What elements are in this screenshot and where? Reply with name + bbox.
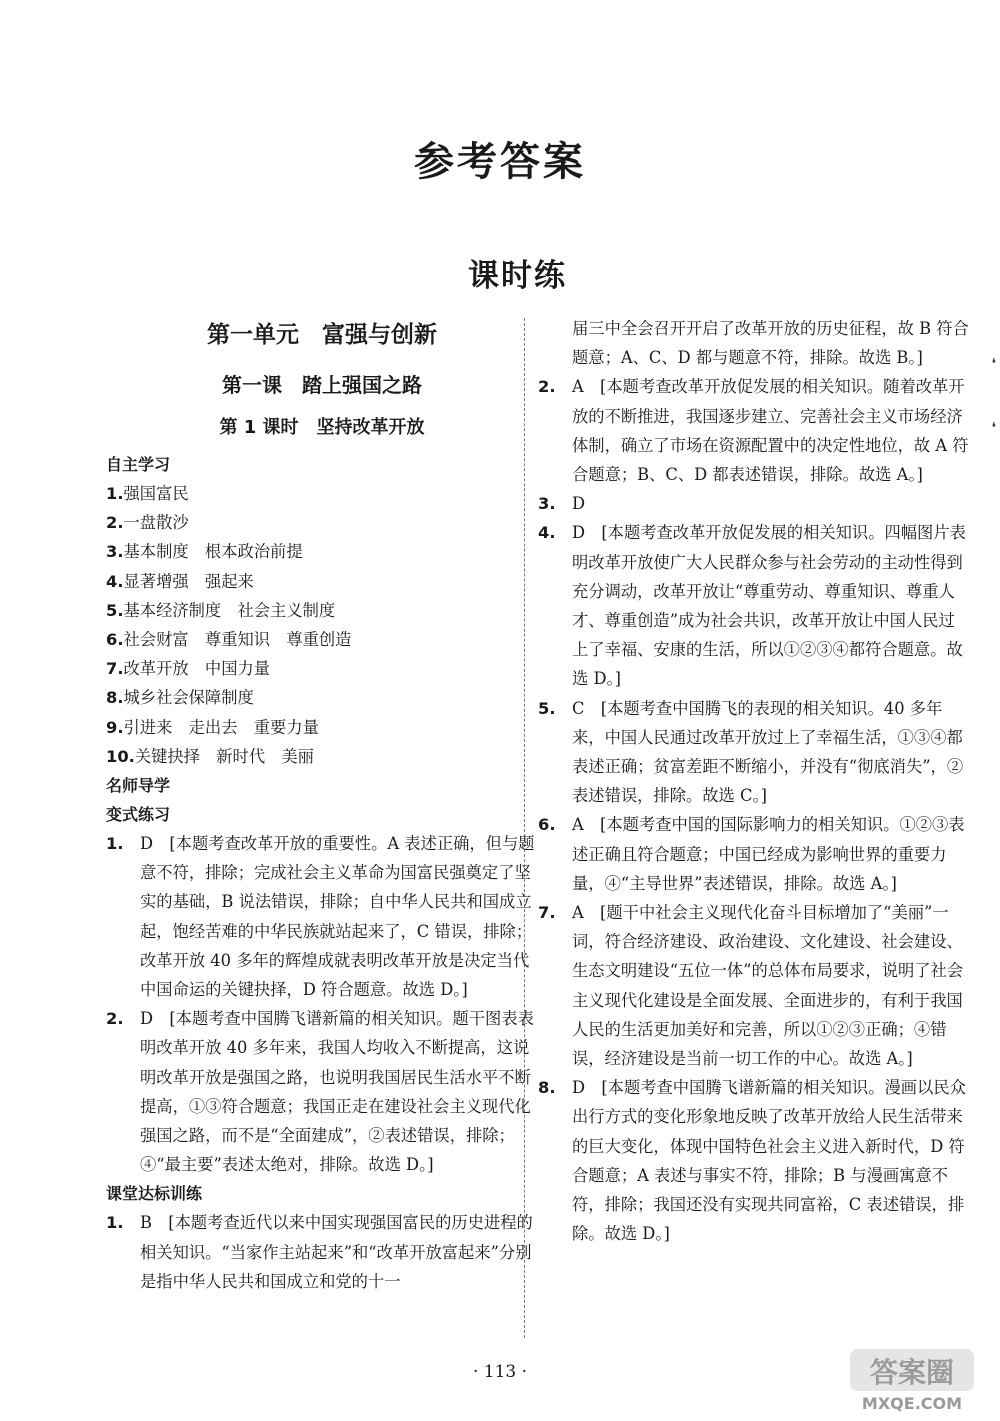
answer-item: 7. A [题干中社会主义现代化奋斗目标增加了“美丽”一词，符合经济建设、政治建设、文化建设、社会建设、生态文明建设“五位一体”的总体布局要求，说明了社会主义现代化建设是全面发展、全面进步的，有利于我国人民的生活更加美好和完善，所以①②③正确；④错误，经济建设是当前一切工作的中心。故选 A。] [538, 903, 964, 1069]
right-column [538, 314, 970, 1249]
list-item: 7.改革开放 中国力量 [106, 659, 271, 679]
margin-mark: ❛ [991, 420, 996, 436]
answer-continuation: 届三中全会召开开启了改革开放的历史征程，故 B 符合题意；A、C、D 都与题意不符，排除。故选 B。] [572, 319, 969, 368]
left-column [106, 314, 538, 1296]
list-item: 4.显著增强 强起来 [106, 571, 254, 591]
svg-text:答案圈: 答案圈 [869, 1356, 955, 1389]
lesson-title: 第一课 踏上强国之路 [222, 373, 422, 397]
answer-item: 1. B [本题考查近代以来中国实现强国富民的历史进程的相关知识。“当家作主站起来”和“改革开放富起来”分别是指中华人民共和国成立和党的十一 [106, 1213, 533, 1291]
list-item: 6.社会财富 尊重知识 尊重创造 [106, 630, 352, 650]
margin-mark: ❛ [991, 356, 996, 372]
subsection-heading: 课堂达标训练 [106, 1184, 203, 1204]
section-heading: 名师导学 [106, 776, 171, 796]
list-item: 3.基本制度 根本政治前提 [106, 542, 303, 562]
answer-item: 6. A [本题考查中国的国际影响力的相关知识。①②③表述正确且符合题意；中国已经成为影响世界的重要力量，④“主导世界”表述错误，排除。故选 A。] [538, 815, 965, 893]
section-heading: 自主学习 [106, 455, 171, 474]
list-item: 2.一盘散沙 [106, 513, 189, 533]
subsection-heading: 变式练习 [106, 805, 171, 825]
section-title: 课时练 [468, 258, 567, 294]
list-item: 1.强国富民 [106, 484, 189, 503]
list-item: 5.基本经济制度 社会主义制度 [106, 600, 336, 620]
list-item: 8.城乡社会保障制度 [106, 688, 254, 708]
answer-item: 2. A [本题考查改革开放促发展的相关知识。随着改革开放的不断推进，我国逐步建立、完善社会主义市场经济体制，确立了市场在资源配置中的决定性地位，故 A 符合题意；B、C、D 都表述错误，排除。故选 A。] [538, 377, 969, 485]
answer-item: 8. D [本题考查中国腾飞谱新篇的相关知识。漫画以民众出行方式的变化形象地反映了改革开放给人民生活带来的巨大变化，体现中国特色社会主义进入新时代，D 符合题意；A 表述与事实不符，排除；B 与漫画寓意不符，排除；我国还没有实现共同富裕，C 表述错误，排除。故选 D。] [538, 1078, 966, 1244]
unit-title: 第一单元 富强与创新 [207, 322, 437, 348]
answer-item: 2. D [本题考查中国腾飞谱新篇的相关知识。题干图表表明改革开放 40 多年来，我国人均收入不断提高，这说明改革开放是强国之路，也说明我国居民生活水平不断提高，①③符合题意；我国正走在建设社会主义现代化强国之路，而不是“全面建成”，②表述错误，排除；④“最主要”表述太绝对，排除。故选 D。] [106, 1009, 534, 1175]
list-item: 9.引进来 走出去 重要力量 [106, 717, 319, 737]
answer-item: 4. D [本题考查改革开放促发展的相关知识。四幅图片表明改革开放使广大人民群众参与社会劳动的主动性得到充分调动，改革开放让“尊重劳动、尊重知识、尊重人才、尊重创造”成为社会共识，改革开放让中国人民过上了幸福、安康的生活，所以①②③④都符合题意。故选 D。] [538, 523, 966, 689]
page-number: · 113 · [472, 1362, 528, 1382]
list-item: 10.关键抉择 新时代 美丽 [106, 746, 314, 766]
watermark-logo [848, 1345, 976, 1415]
answer-item: 1. D [本题考查改革开放的重要性。A 表述正确，但与题意不符，排除；完成社会主义革命为国富民强奠定了坚实的基础，B 说法错误，排除；自中华人民共和国成立起，饱经苦难的中华民族就站起来了，C 错误，排除；改革开放 40 多年的辉煌成就表明改革开放是决定当代中国命运的关键抉择，D 符合题意。故选 D。] [106, 834, 535, 1000]
page-title: 参考答案 [414, 139, 586, 185]
answer-item: 3. D [538, 494, 586, 514]
svg-text:MXQE.COM: MXQE.COM [861, 1394, 963, 1413]
answer-item: 5. C [本题考查中国腾飞的表现的相关知识。40 多年来，中国人民通过改革开放过上了幸福生活，①③④都表述正确；贫富差距不断缩小，并没有“彻底消失”，②表述错误，排除。故选 C。] [538, 698, 964, 806]
period-title: 第 1 课时 坚持改革开放 [219, 417, 425, 438]
